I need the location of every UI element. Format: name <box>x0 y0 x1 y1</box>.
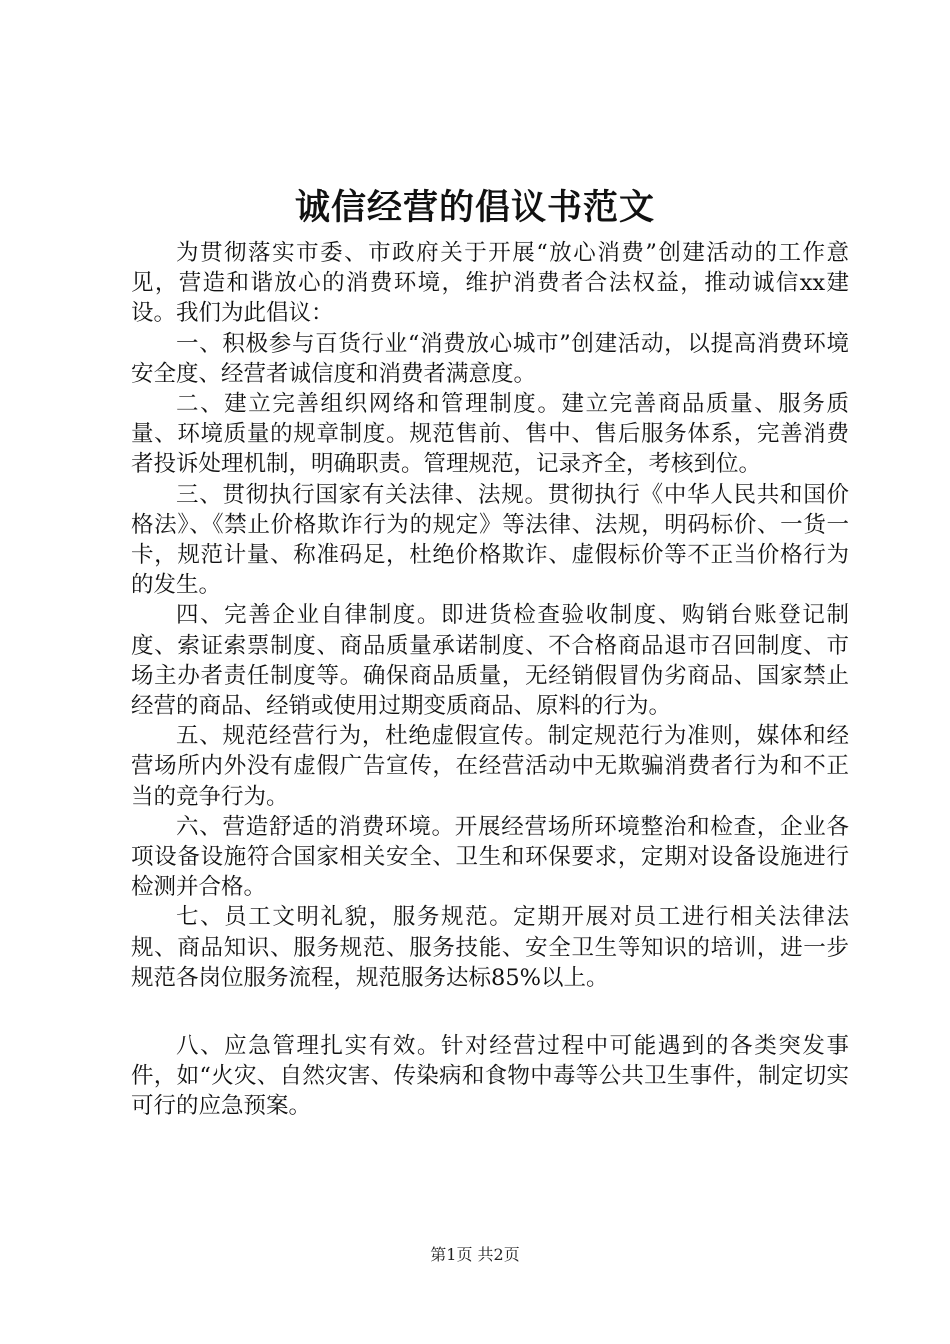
paragraph-item-3: 三、贯彻执行国家有关法律、法规。贯彻执行《中华人民共和国价格法》、《禁止价格欺诈行为的规定》等法律、法规，明码标价、一货一卡，规范计量、称准码足，杜绝价格欺诈、虚假标价等不正当价格行为的发生。 <box>131 481 849 599</box>
paragraph-item-8: 八、应急管理扎实有效。针对经营过程中可能遇到的各类突发事件，如“火灾、自然灾害、传染病和食物中毒等公共卫生事件，制定切实可行的应急预案。 <box>131 1033 849 1120</box>
document-title: 诚信经营的倡议书范文 <box>294 188 655 228</box>
paragraph-item-6: 六、营造舒适的消费环境。开展经营场所环境整治和检查，企业各项设备设施符合国家相关安全、卫生和环保要求，定期对设备设施进行检测并合格。 <box>131 813 849 901</box>
document-body <box>131 238 849 1122</box>
page-footer: 第1页 共2页 <box>430 1245 520 1264</box>
paragraph-item-4: 四、完善企业自律制度。即进货检查验收制度、购销台账登记制度、索证索票制度、商品质量承诺制度、不合格商品退市召回制度、市场主办者责任制度等。确保商品质量，无经销假冒伪劣商品、国家禁止经营的商品、经销或使用过期变质商品、原料的行为。 <box>131 602 849 720</box>
paragraph-item-2: 二、建立完善组织网络和管理制度。建立完善商品质量、服务质量、环境质量的规章制度。规范售前、售中、售后服务体系，完善消费者投诉处理机制，明确职责。管理规范，记录齐全，考核到位。 <box>131 391 849 478</box>
paragraph-intro: 为贯彻落实市委、市政府关于开展“放心消费”创建活动的工作意见，营造和谐放心的消费环境，维护消费者合法权益，推动诚信xx建设。我们为此倡议： <box>131 240 849 327</box>
paragraph-item-1: 一、积极参与百货行业“消费放心城市”创建活动，以提高消费环境安全度、经营者诚信度和消费者满意度。 <box>131 330 849 387</box>
paragraph-item-5: 五、规范经营行为，杜绝虚假宣传。制定规范行为准则，媒体和经营场所内外没有虚假广告宣传，在经营活动中无欺骗消费者行为和不正当的竞争行为。 <box>131 723 849 810</box>
paragraph-item-7: 七、员工文明礼貌，服务规范。定期开展对员工进行相关法律法规、商品知识、服务规范、服务技能、安全卫生等知识的培训，进一步规范各岗位服务流程，规范服务达标85%以上。 <box>131 904 849 991</box>
